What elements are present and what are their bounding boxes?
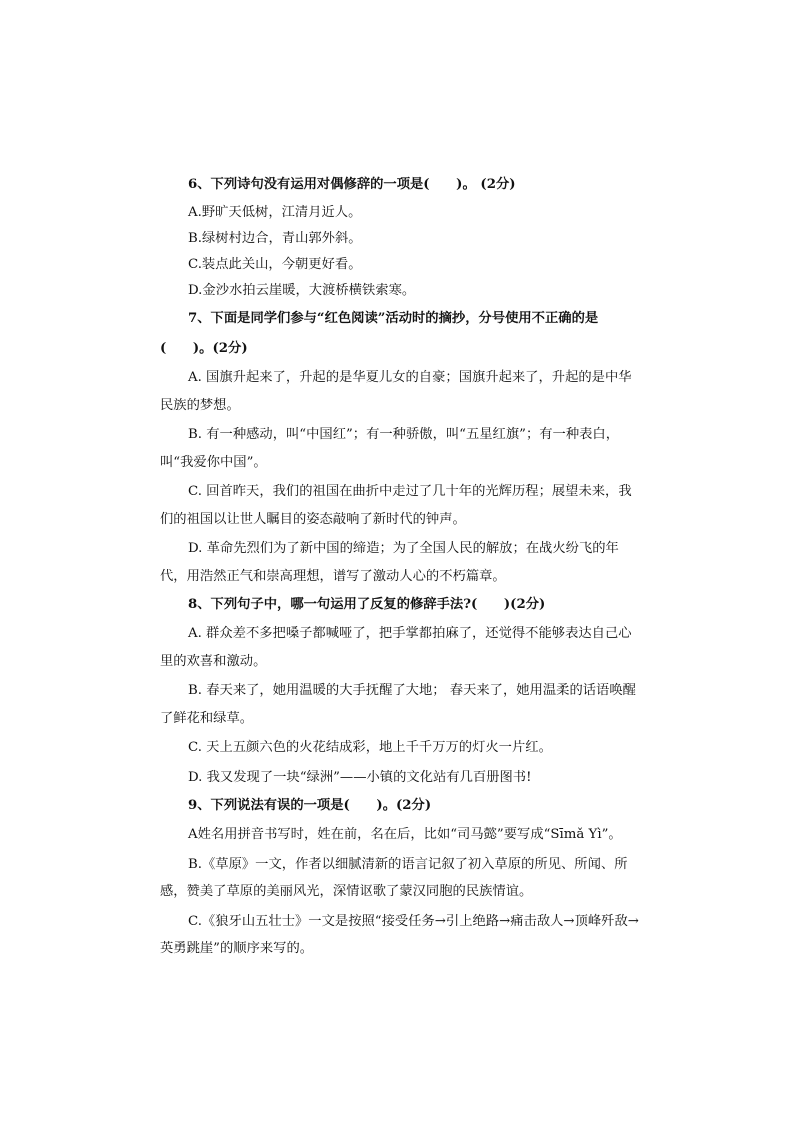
question-7-option-c: C. 回首昨天，我们的祖国在曲折中走过了几十年的光辉历程；展望未来，我们的祖国以让世人瞩目的姿态敲响了新时代的钟声。 — [160, 484, 632, 527]
question-9-option-a: A姓名用拼音书写时，姓在前，名在后，比如“司马懿”要写成“Sīmǎ Yì”。 — [188, 827, 622, 842]
question-9-stem — [160, 791, 640, 821]
question-9-text: 9、下列说法有误的一项是( )。(2分) — [188, 798, 432, 813]
question-8-option-c: C. 天上五颜六色的火花结成彩，地上千千万万的灯火一片红。 — [188, 740, 552, 755]
question-8-option-b: B. 春天来了，她用温暖的大手抚醒了大地； 春天来了，她用温柔的话语唤醒了鲜花和绿草。 — [160, 683, 636, 726]
question-6-stem — [160, 170, 640, 200]
exam-content — [160, 170, 640, 963]
question-7-option-d: D. 革命先烈们为了新中国的缔造；为了全国人民的解放；在战火纷飞的年代，用浩然正气和崇高理想，谱写了激动人心的不朽篇章。 — [160, 541, 619, 584]
question-6-option-c: C.装点此关山，今朝更好看。 — [188, 257, 362, 272]
question-8-stem — [160, 590, 640, 620]
question-7-stem — [160, 304, 640, 364]
question-8-option-a: A. 群众差不多把嗓子都喊哑了，把手掌都拍麻了，还觉得不能够表达自己心里的欢喜和激动。 — [160, 626, 632, 669]
question-6-option-d: D.金沙水拍云崖暖，大渡桥横铁索寒。 — [188, 283, 416, 298]
question-8-option-d: D. 我又发现了一块“绿洲”——小镇的文化站有几百册图书! — [188, 769, 532, 785]
question-6-text: 6、下列诗句没有运用对偶修辞的一项是( )。 (2分) — [188, 177, 516, 192]
question-9-option-b: B.《草原》一文，作者以细腻清新的语言记叙了初入草原的所见、所闻、所感，赞美了草原的美丽风光，深情讴歌了蒙汉同胞的民族情谊。 — [160, 856, 628, 899]
question-7-option-a: A. 国旗升起来了，升起的是华夏儿女的自豪；国旗升起来了，升起的是中华民族的梦想。 — [160, 370, 632, 413]
question-6-option-a: A.野旷天低树，江清月近人。 — [188, 205, 362, 220]
question-6-option-b: B.绿树村边合，青山郭外斜。 — [188, 231, 362, 246]
question-8-text: 8、下列句子中，哪一句运用了反复的修辞手法?( )(2分) — [188, 597, 546, 612]
question-9-option-c: C.《狼牙山五壮士》一文是按照“接受任务→引上绝路→痛击敌人→顶峰歼敌→英勇跳崖”的顺序来写的。 — [160, 913, 639, 956]
question-7-text-line1: 7、下面是同学们参与“红色阅读”活动时的摘抄，分号使用不正确的是 — [188, 311, 599, 326]
question-7-text-line2: ( )。(2分) — [160, 341, 248, 356]
question-7-option-b: B. 有一种感动，叫“中国红”；有一种骄傲，叫“五星红旗”；有一种表白，叫“我爱你中国”。 — [160, 427, 620, 470]
